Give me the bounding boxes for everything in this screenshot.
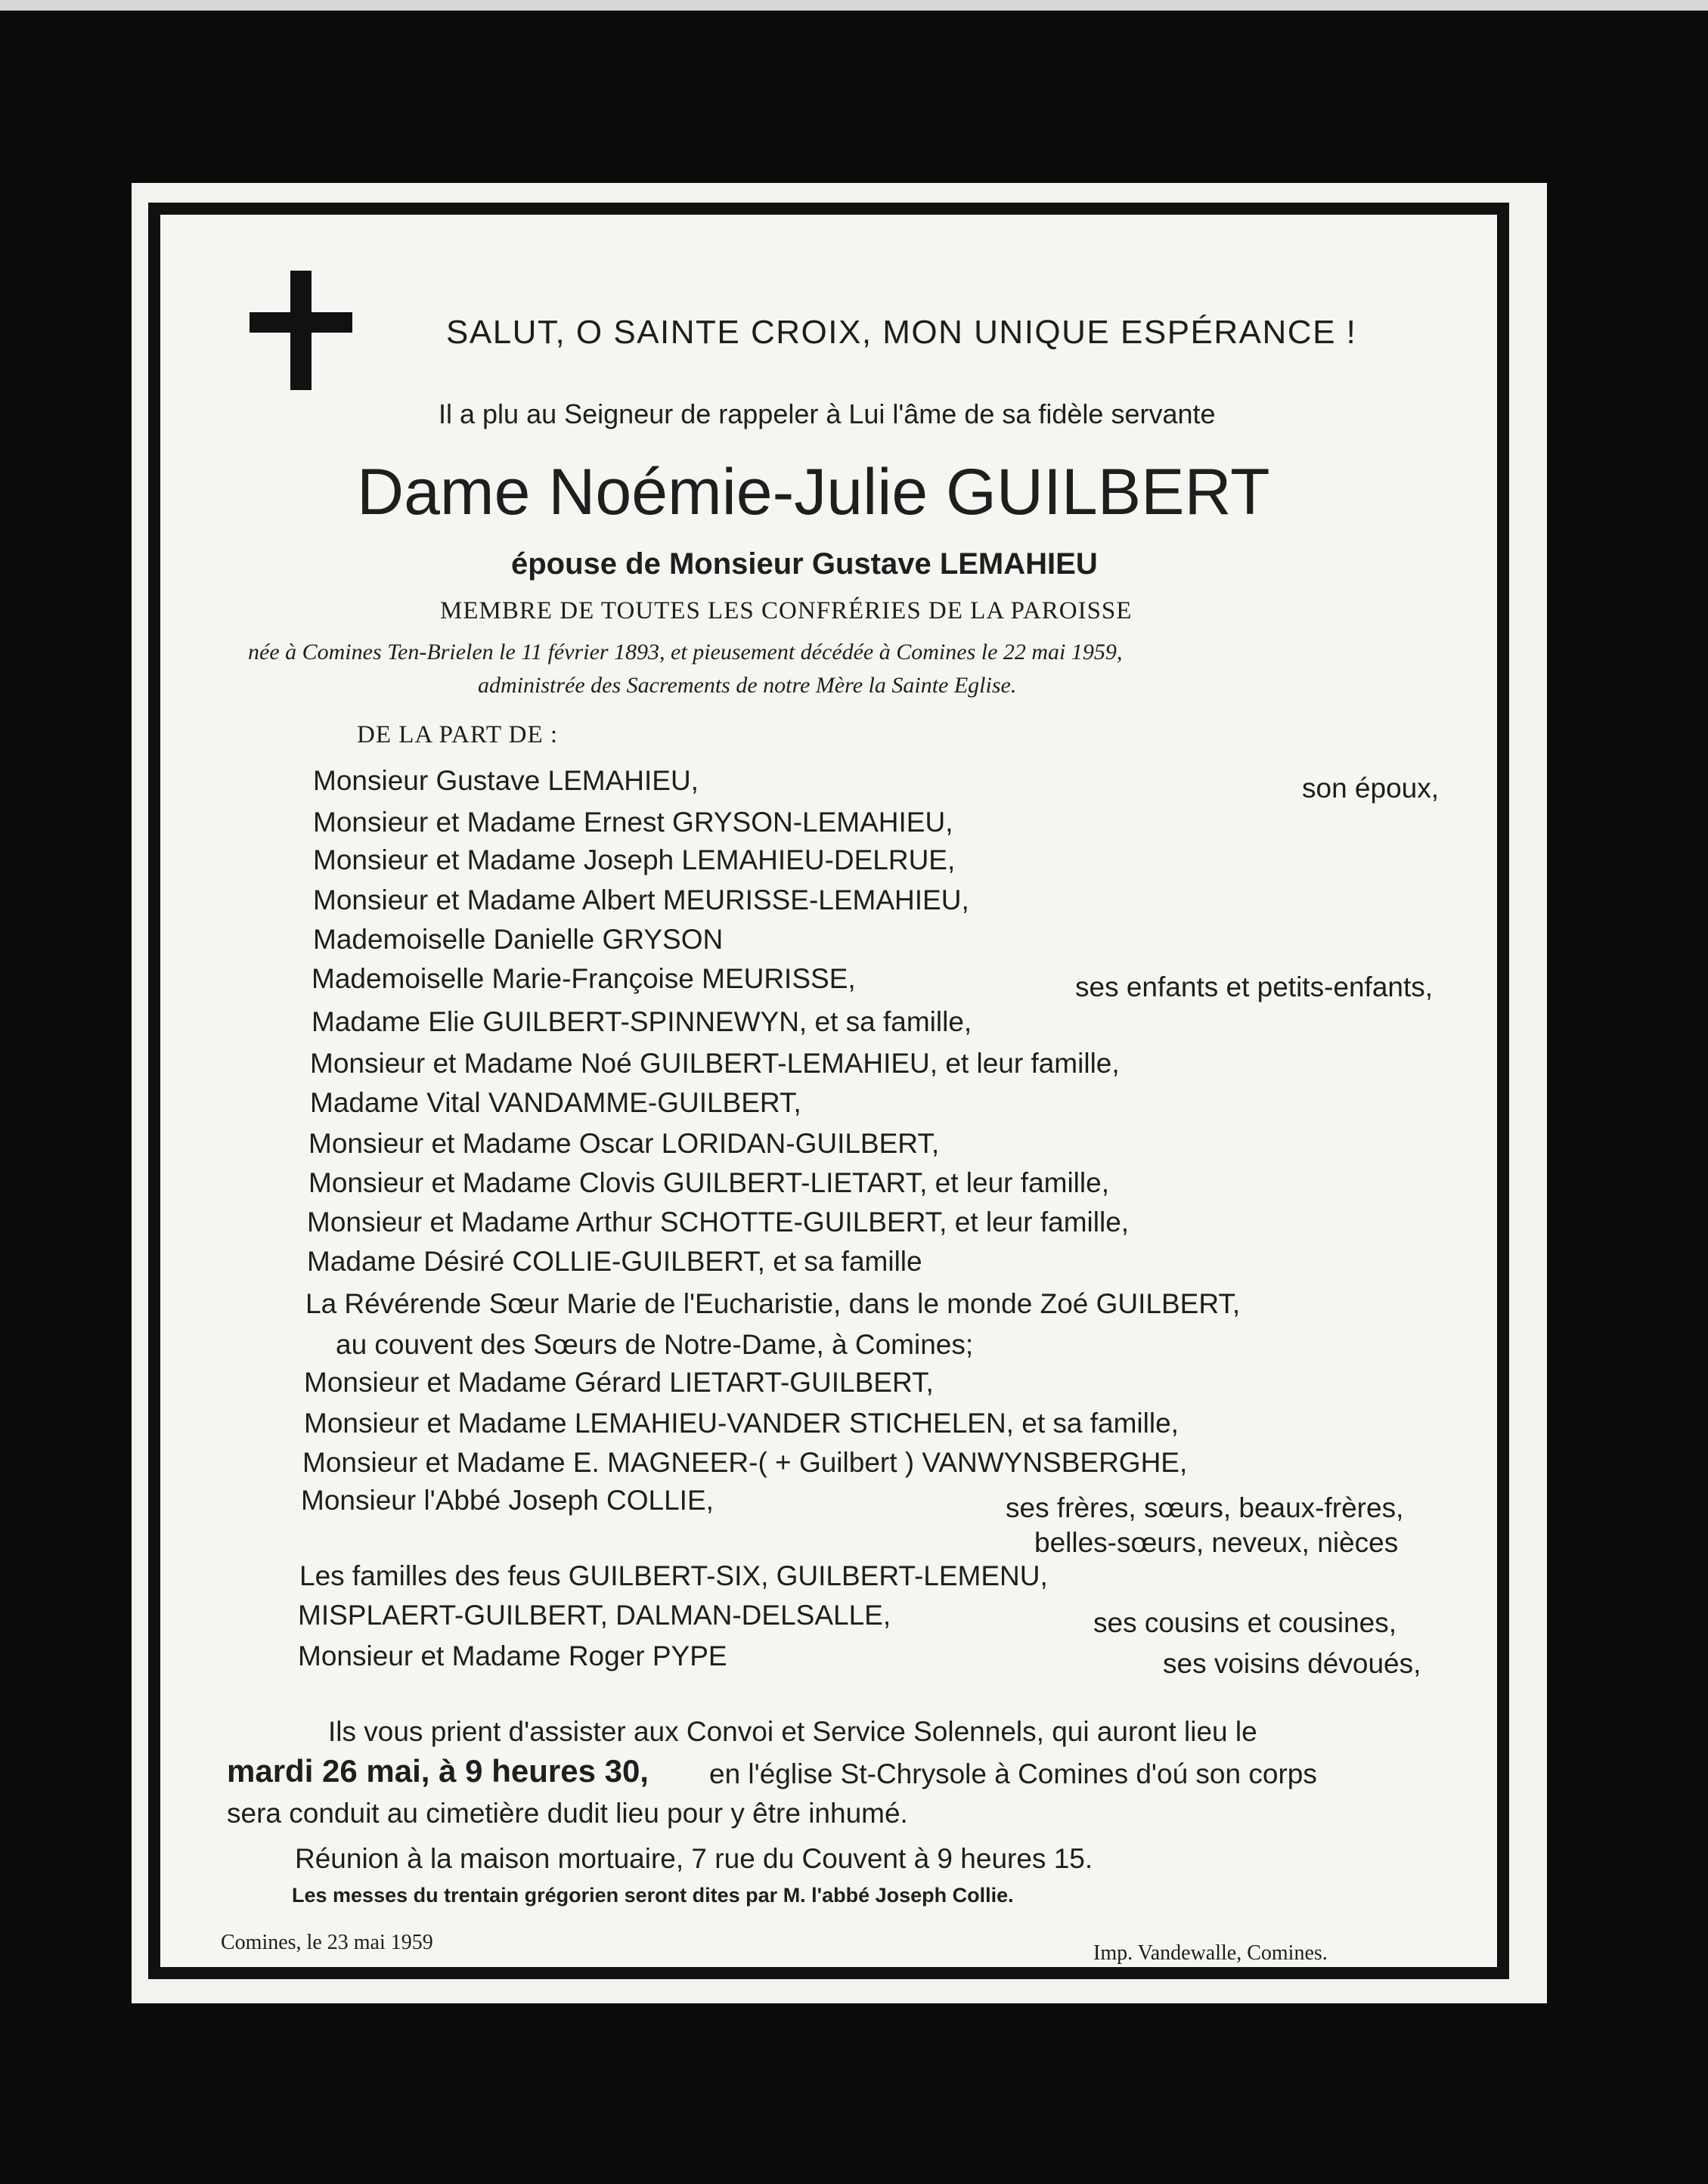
family-name: Monsieur et Madame Oscar LORIDAN-GUILBERT, (308, 1128, 940, 1159)
reunion-line: Réunion à la maison mortuaire, 7 rue du Couvent à 9 heures 15. (295, 1843, 1093, 1874)
family-name: Monsieur et Madame Albert MEURISSE-LEMAHIEU, (313, 884, 969, 915)
family-name: Monsieur et Madame Gérard LIETART-GUILBERT, (304, 1367, 934, 1398)
part-de-heading: DE LA PART DE : (357, 721, 559, 748)
invitation-line: Ils vous prient d'assister aux Convoi et Service Solennels, qui auront lieu le (328, 1716, 1257, 1747)
family-relation: ses frères, sœurs, beaux-frères, (1006, 1492, 1404, 1523)
service-datetime: mardi 26 mai, à 9 heures 30, (227, 1753, 649, 1789)
family-name: MISPLAERT-GUILBERT, DALMAN-DELSALLE, (298, 1600, 891, 1631)
family-relation: ses voisins dévoués, (1163, 1648, 1421, 1679)
family-name: Monsieur et Madame Arthur SCHOTTE-GUILBERT, et leur famille, (307, 1207, 1130, 1238)
cross-icon-bar (250, 312, 352, 333)
family-name: Madame Elie GUILBERT-SPINNEWYN, et sa famille, (312, 1006, 972, 1037)
membership-line: MEMBRE DE TOUTES LES CONFRÉRIES DE LA PAROISSE (440, 597, 1133, 624)
family-name: Madame Vital VANDAMME-GUILBERT, (310, 1087, 801, 1118)
family-name: Monsieur et Madame Ernest GRYSON-LEMAHIEU, (313, 807, 953, 838)
family-relation: belles-sœurs, neveux, nièces (1034, 1527, 1399, 1558)
family-name: Monsieur et Madame LEMAHIEU-VANDER STICHELEN, et sa famille, (304, 1408, 1179, 1439)
family-name: Monsieur et Madame Roger PYPE (298, 1640, 727, 1671)
family-name: Monsieur l'Abbé Joseph COLLIE, (301, 1485, 714, 1516)
spouse-line: épouse de Monsieur Gustave LEMAHIEU (511, 547, 1098, 581)
family-name: Madame Désiré COLLIE-GUILBERT, et sa famille (307, 1246, 922, 1277)
place-date: Comines, le 23 mai 1959 (221, 1931, 433, 1954)
family-name: Monsieur et Madame E. MAGNEER-( + Guilbert ) VANWYNSBERGHE, (302, 1447, 1188, 1478)
family-name: Monsieur et Madame Noé GUILBERT-LEMAHIEU, et leur famille, (310, 1048, 1120, 1079)
motto: SALUT, O SAINTE CROIX, MON UNIQUE ESPÉRANCE ! (446, 314, 1357, 351)
family-name: Monsieur et Madame Joseph LEMAHIEU-DELRUE, (313, 844, 956, 875)
family-name: La Révérende Sœur Marie de l'Eucharistie, dans le monde Zoé GUILBERT, (305, 1288, 1241, 1319)
messes-line: Les messes du trentain grégorien seront dites par M. l'abbé Joseph Collie. (292, 1884, 1014, 1907)
deceased-name: Dame Noémie-Julie GUILBERT (357, 456, 1270, 528)
intro-line: Il a plu au Seigneur de rappeler à Lui l'âme de sa fidèle servante (439, 398, 1216, 429)
family-relation: ses cousins et cousines, (1093, 1607, 1397, 1638)
family-name: au couvent des Sœurs de Notre-Dame, à Comines; (336, 1329, 974, 1360)
sacraments-line: administrée des Sacrements de notre Mère la Sainte Eglise. (478, 673, 1017, 698)
family-relation: ses enfants et petits-enfants, (1075, 971, 1434, 1002)
birth-death-line: née à Comines Ten-Brielen le 11 février 1893, et pieusement décédée à Comines le 22 mai 1959, (248, 640, 1123, 664)
printer-credit: Imp. Vandewalle, Comines. (1093, 1941, 1328, 1965)
invitation-line: sera conduit au cimetière dudit lieu pour y être inhumé. (227, 1798, 908, 1829)
family-name: Mademoiselle Danielle GRYSON (313, 924, 724, 955)
family-name: Monsieur et Madame Clovis GUILBERT-LIETART, et leur famille, (308, 1167, 1109, 1198)
family-name: Les familles des feus GUILBERT-SIX, GUILBERT-LEMENU, (299, 1560, 1048, 1591)
invitation-line: en l'église St-Chrysole à Comines d'oú son corps (709, 1758, 1317, 1789)
family-name: Monsieur Gustave LEMAHIEU, (313, 765, 699, 796)
family-relation: son époux, (1302, 773, 1440, 804)
scan-edge (0, 0, 1708, 11)
family-name: Mademoiselle Marie-Françoise MEURISSE, (312, 963, 856, 994)
